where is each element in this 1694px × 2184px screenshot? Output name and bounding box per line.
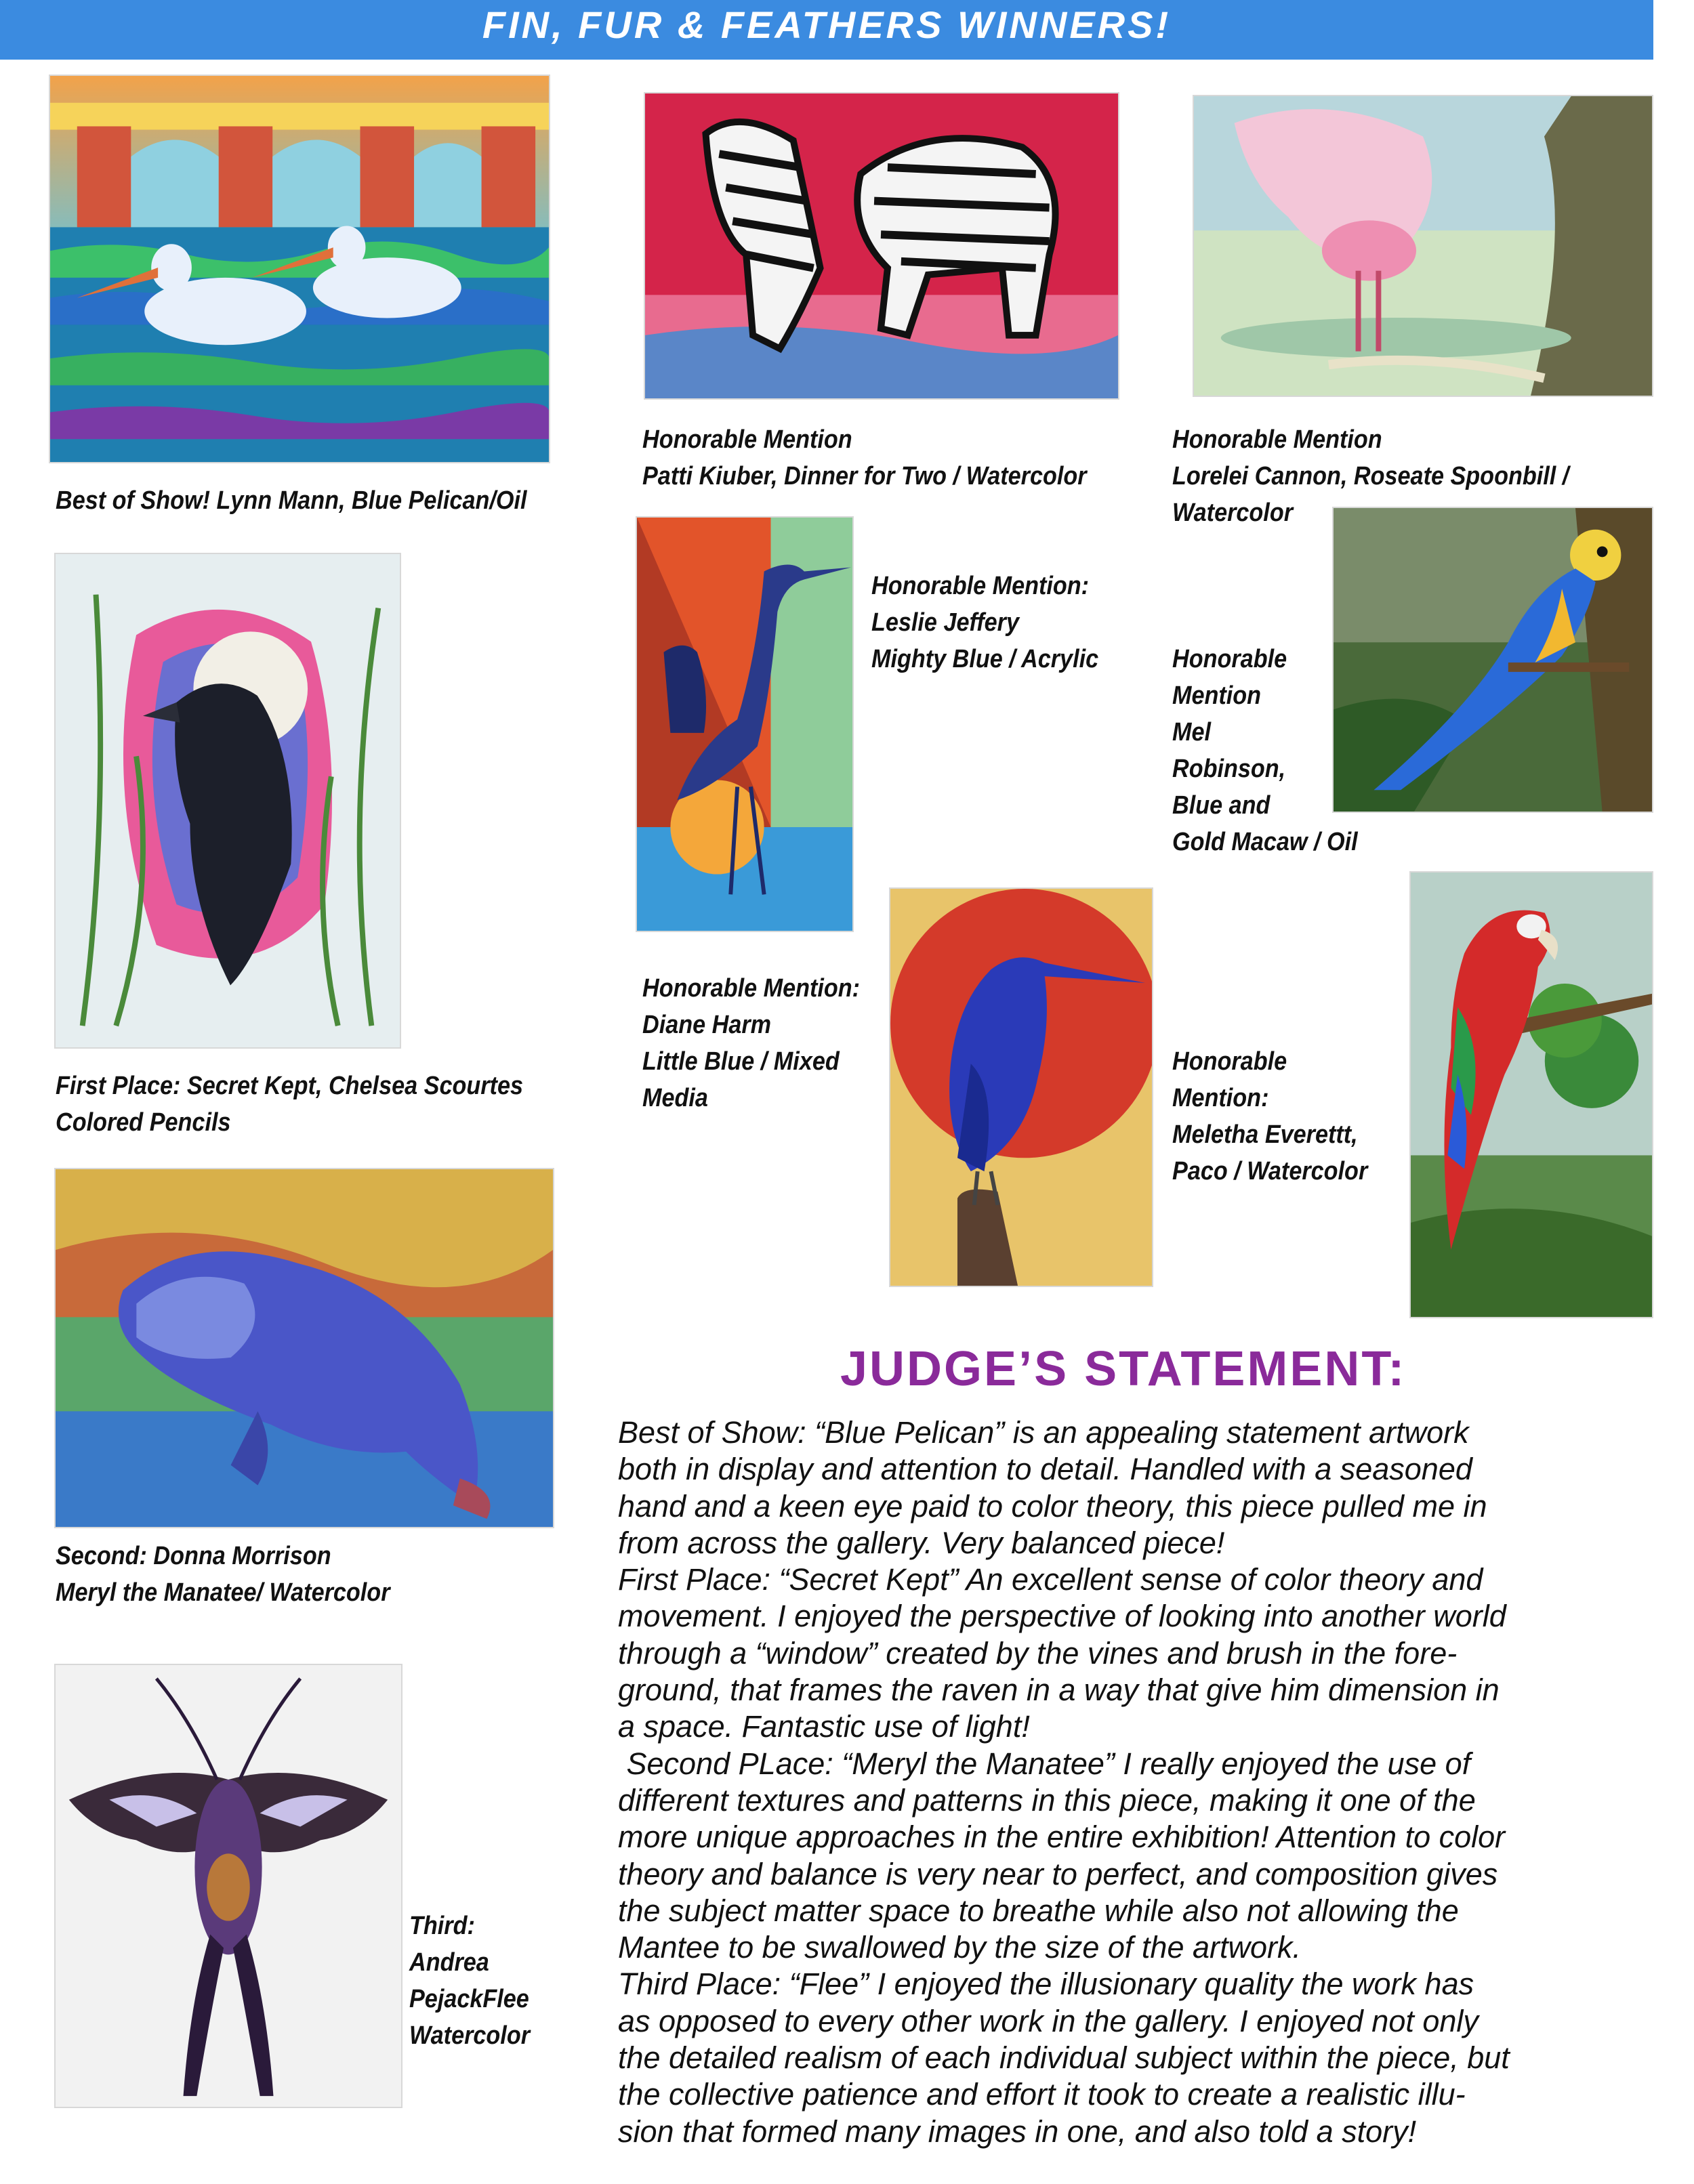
caption-line: Andrea [409,1948,489,1977]
caption-line: Lorelei Cannon, Roseate Spoonbill / [1172,462,1569,490]
statement-line: from across the gallery. Very balanced piece! [618,1525,1225,1560]
caption-line: Paco / Watercolor [1172,1157,1368,1185]
statement-line: the subject matter space to breathe while also not allowing the [618,1893,1459,1928]
caption-line: Mel [1172,718,1212,747]
caption-line: Best of Show! Lynn Mann, Blue Pelican/Oil [56,486,527,515]
statement-line: a space. Fantastic use of light! [618,1709,1030,1744]
caption-line: PejackFlee [409,1985,529,2013]
statement-line: movement. I enjoyed the perspective of looking into another world [618,1599,1506,1634]
statement-line: Second PLace: “Meryl the Manatee” I really enjoyed the use of [618,1746,1471,1781]
caption-line: Leslie Jeffery [871,608,1020,637]
caption-line: Honorable [1172,1047,1287,1076]
caption-honorable-kiuber [642,421,1087,495]
caption-line: Meletha Everettt, [1172,1120,1358,1149]
caption-line: Diane Harm [642,1011,772,1039]
caption-line: Third: [409,1912,475,1940]
statement-line: sion that formed many images in one, and also told a story! [618,2114,1417,2149]
caption-line: Robinson, [1172,755,1286,783]
statement-line: Third Place: “Flee” I enjoyed the illusionary quality the work has [618,1967,1474,2002]
caption-line: Watercolor [1172,499,1294,527]
caption-second-place [56,1538,390,1611]
caption-line: Mention: [1172,1084,1269,1112]
statement-line: as opposed to every other work in the gallery. I enjoyed not only [618,2003,1479,2038]
caption-honorable-harm [642,970,860,1116]
statement-line: more unique approaches in the entire exhibition! Attention to color [618,1820,1506,1855]
caption-honorable-robinson [1172,641,1358,860]
macaw-painting [1332,507,1653,813]
caption-line: Honorable Mention [1172,425,1382,454]
caption-line: Second: Donna Morrison [56,1542,331,1570]
caption-line: Watercolor [409,2021,531,2050]
caption-line: Mighty Blue / Acrylic [871,645,1099,673]
judge-statement-heading: JUDGE’S STATEMENT: [840,1342,1407,1396]
caption-line: Meryl the Manatee/ Watercolor [56,1578,390,1607]
judge-statement-body [618,1414,1675,2150]
statement-line: through a “window” created by the vines and brush in the fore- [618,1635,1458,1671]
caption-line: Honorable Mention: [871,572,1090,600]
caption-line: First Place: Secret Kept, Chelsea Scourtes [56,1072,523,1100]
spoonbill-painting [1193,95,1653,397]
caption-line: Mention [1172,681,1262,710]
caption-first-place [56,1068,523,1141]
statement-line: theory and balance is very near to perfect, and composition gives [618,1856,1498,1891]
caption-line: Little Blue / Mixed [642,1047,840,1076]
flee-butterfly-painting [54,1664,402,2108]
caption-line: Colored Pencils [56,1108,231,1137]
manatee-painting [54,1168,554,1528]
statement-line: Mantee to be swallowed by the size of the artwork. [618,1930,1302,1965]
statement-line: different textures and patterns in this piece, making it one of the [618,1782,1476,1818]
caption-line: Honorable Mention [642,425,852,454]
statement-line: the detailed realism of each individual subject within the piece, but [618,2040,1510,2076]
page-title: FIN, FUR & FEATHERS WINNERS! [482,3,1172,46]
header-banner [0,0,1653,60]
caption-line: Honorable [1172,645,1287,673]
caption-line: Gold Macaw / Oil [1172,828,1358,856]
caption-line: Media [642,1084,708,1112]
statement-line: hand and a keen eye paid to color theory, this piece pulled me in [618,1488,1487,1524]
raven-drawing [54,553,401,1049]
caption-best-of-show [56,482,526,519]
caption-honorable-cannon [1172,421,1569,531]
caption-line: Blue and [1172,791,1270,820]
statement-line: Best of Show: “Blue Pelican” is an appealing statement artwork [618,1415,1469,1450]
caption-honorable-jeffery [871,568,1098,677]
little-blue-heron-painting [889,887,1153,1287]
blue-pelican-painting [49,75,550,463]
caption-line: Patti Kiuber, Dinner for Two / Watercolor [642,462,1087,490]
paco-macaw-painting [1409,871,1653,1318]
caption-third-place [409,1908,530,2054]
statement-line: ground, that frames the raven in a way that give him dimension in [618,1673,1500,1708]
statement-line: First Place: “Secret Kept” An excellent sense of color theory and [618,1562,1483,1597]
zebras-painting [644,92,1119,400]
statement-line: both in display and attention to detail. Handled with a seasoned [618,1452,1472,1487]
caption-line: Honorable Mention: [642,974,861,1003]
heron-painting [636,516,854,932]
statement-line: the collective patience and effort it took to create a realistic illu- [618,2077,1466,2112]
caption-honorable-everettt [1172,1043,1367,1190]
